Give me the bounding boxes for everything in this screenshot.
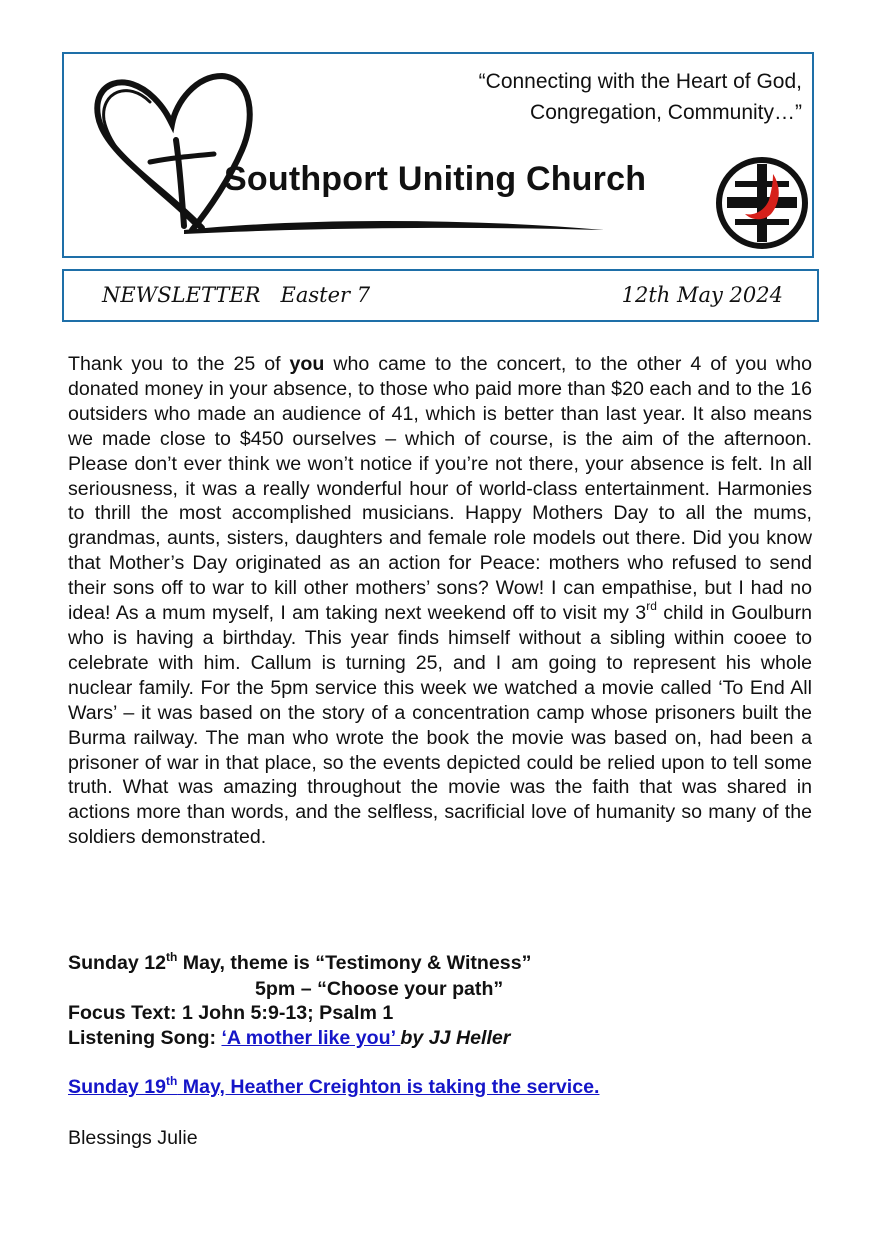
next-service-b: May, Heather Creighton is taking the service. [177,1076,600,1098]
focus-text-line: Focus Text: 1 John 5:9-13; Psalm 1 [68,1002,394,1024]
tagline [479,66,802,128]
newsletter-date: 12th May 2024 [621,283,783,307]
service-theme: May, theme is “Testimony & Witness” [177,952,532,974]
listening-song-artist: by JJ Heller [400,1027,511,1049]
ordinal-suffix: rd [646,599,657,614]
body-text-3: child in Goulburn who is having a birthday. This year finds himself without a sibling within cooee to celebrate with him. Callum is turning 25, and I am going to represent his whole nuclear family. For the 5pm service this week we watched a movie called ‘To End All Wars’ – it was based on the story of a concentration camp whose prisoners built the Burma railway. The man who wrote the book the movie was based on, had been a prisoner of war in that place, so the events depicted could be relied upon to tell some truth. What was amazing throughout the movie was the faith that was shared in actions more than words, and the selfless, sacrificial love of humanity so many of the soldiers demonstrated. [68,602,812,849]
service-date-sup: th [166,950,178,964]
body-paragraph [68,352,812,850]
uniting-church-emblem-icon [715,156,809,250]
listening-song-label: Listening Song: [68,1027,222,1049]
listening-song-line [68,1027,510,1050]
closing-signature: Blessings Julie [68,1127,198,1149]
tagline-line-1: “Connecting with the Heart of God, [478,70,802,93]
service-date-line [68,952,531,975]
body-text-1: Thank you to the 25 of [68,353,290,375]
masthead [62,52,814,258]
next-service-sup: th [166,1074,178,1088]
newsletter-bar [62,269,819,322]
church-name: Southport Uniting Church [224,160,647,198]
listening-song-link[interactable]: ‘A mother like you’ [221,1027,401,1049]
service-time-line: 5pm – “Choose your path” [255,978,504,1000]
next-service-link[interactable] [68,1076,599,1099]
body-text-2: who came to the concert, to the other 4 of you who donated money in your absence, to those who paid more than $20 each and to the 16 outsiders who made an audience of 41, which is better than last year. It also means we made close to $450 ourselves – which of course, is the aim of the afternoon. Please don’t ever think we won’t notice if you’re not there, your absence is felt. In all seriousness, it was a really wonderful hour of world-class entertainment. Harmonies to thrill the most accomplished musicians. Happy Mothers Day to all the mums, grandmas, aunts, sisters, daughters and female role models out there. Did you know that Mother’s Day originated as an action for Peace: mothers who refused to send their sons off to war to kill other mothers’ sons? Wow! I can empathise, but I had no idea! As a mum myself, I am taking next weekend off to visit my 3 [68,353,812,625]
next-service-a: Sunday 19 [68,1076,167,1098]
tagline-line-2: Congregation, Community…” [530,101,802,124]
service-date-a: Sunday 12 [68,952,167,974]
body-emphasis: you [289,353,325,375]
newsletter-label: NEWSLETTER Easter 7 [102,283,371,307]
